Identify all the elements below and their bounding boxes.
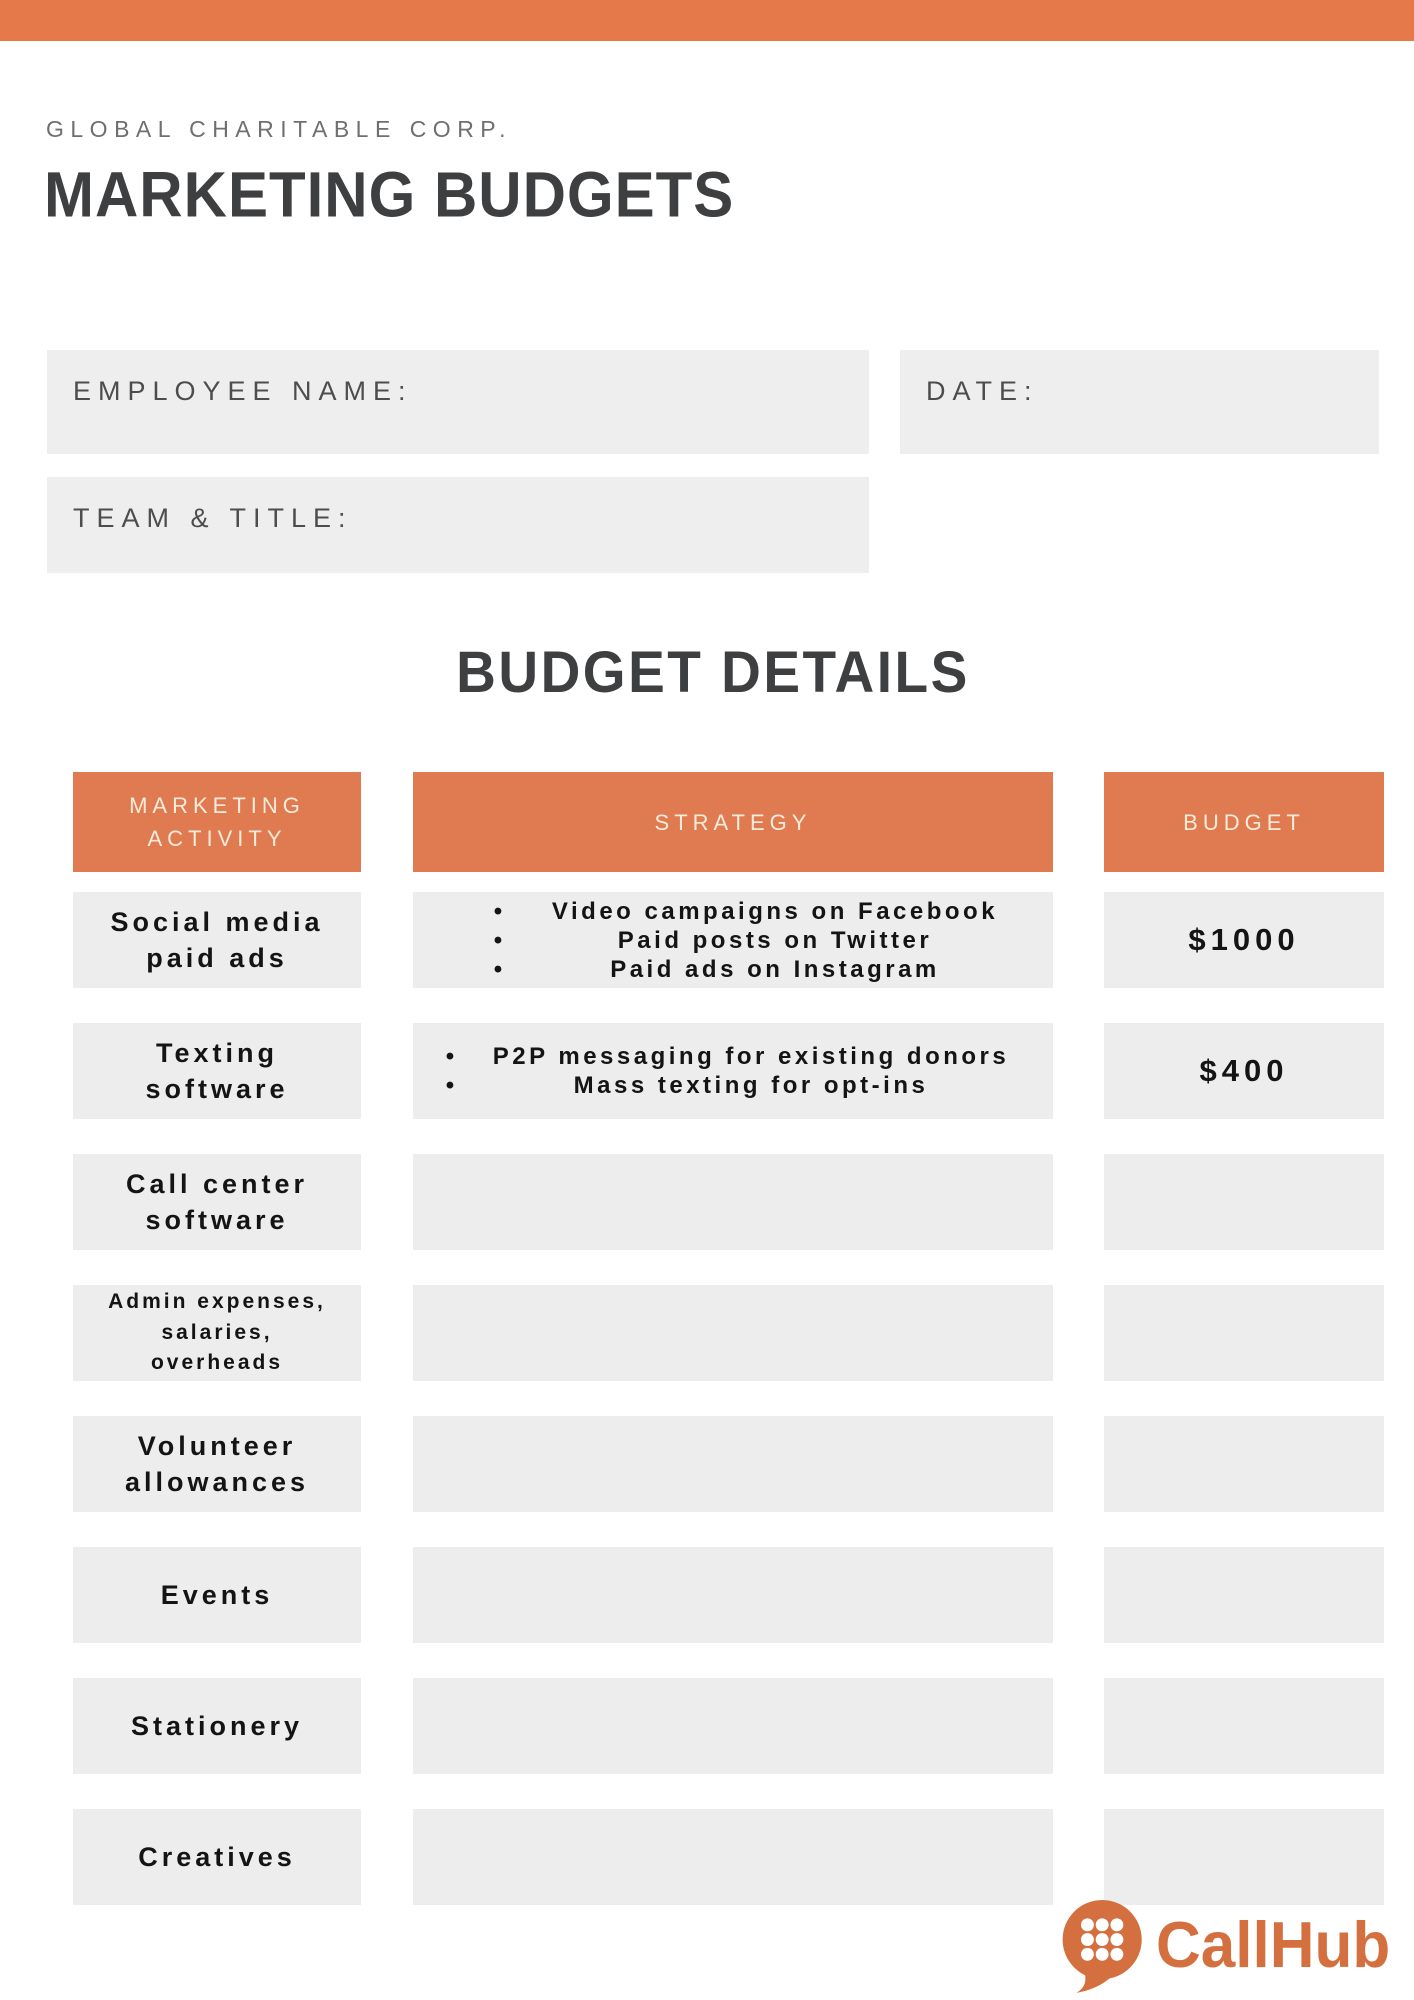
strategy-item-text: Paid posts on Twitter — [617, 926, 933, 954]
company-name: GLOBAL CHARITABLE CORP. — [46, 116, 513, 142]
budget-cell[interactable] — [1104, 1809, 1384, 1905]
bullet-icon: • — [445, 1043, 455, 1070]
activity-cell: Stationery — [73, 1678, 361, 1774]
strategy-cell — [413, 892, 1053, 988]
page-title: MARKETING BUDGETS — [44, 159, 735, 231]
column-header-marketing-activity: MARKETING ACTIVITY — [73, 772, 361, 872]
strategy-item-text: P2P messaging for existing donors — [492, 1043, 1010, 1070]
table-row — [0, 1678, 1414, 1774]
table-row — [0, 1154, 1414, 1250]
logo-text: CallHub — [1156, 1909, 1391, 1982]
section-title: BUDGET DETAILS — [456, 639, 970, 705]
callhub-logo — [1058, 1898, 1390, 1994]
table-row — [0, 1809, 1414, 1905]
activity-cell: Social media paid ads — [73, 892, 361, 988]
activity-cell: Events — [73, 1547, 361, 1643]
budget-cell[interactable] — [1104, 1285, 1384, 1381]
strategy-cell[interactable] — [413, 1285, 1053, 1381]
activity-cell: Admin expenses, salaries, overheads — [73, 1285, 361, 1381]
bullet-icon: • — [493, 926, 503, 954]
strategy-list — [429, 897, 1037, 984]
column-header-budget: BUDGET — [1104, 772, 1384, 872]
top-accent-bar — [0, 0, 1414, 41]
team-title-label: TEAM & TITLE: — [73, 503, 353, 533]
strategy-cell — [413, 1023, 1053, 1119]
strategy-item — [435, 1071, 1037, 1100]
budget-cell[interactable] — [1104, 1154, 1384, 1250]
budget-table-body — [0, 892, 1414, 1905]
table-row — [0, 1547, 1414, 1643]
team-title-field[interactable] — [47, 477, 869, 573]
strategy-item-text: Mass texting for opt-ins — [573, 1072, 929, 1099]
strategy-item-text: Video campaigns on Facebook — [551, 897, 999, 925]
budget-cell: $400 — [1104, 1023, 1384, 1119]
activity-cell: Call center software — [73, 1154, 361, 1250]
strategy-item — [483, 926, 1037, 955]
strategy-item-text: Paid ads on Instagram — [610, 955, 940, 983]
strategy-item — [483, 955, 1037, 984]
strategy-item — [435, 1042, 1037, 1071]
column-header-strategy: STRATEGY — [413, 772, 1053, 872]
strategy-cell[interactable] — [413, 1547, 1053, 1643]
strategy-cell[interactable] — [413, 1678, 1053, 1774]
table-row — [0, 1023, 1414, 1119]
strategy-cell[interactable] — [413, 1416, 1053, 1512]
bullet-icon: • — [445, 1072, 455, 1099]
table-row — [0, 892, 1414, 988]
activity-cell: Volunteer allowances — [73, 1416, 361, 1512]
budget-cell[interactable] — [1104, 1678, 1384, 1774]
table-row — [0, 1285, 1414, 1381]
employee-name-field[interactable] — [47, 350, 869, 454]
strategy-list — [429, 1042, 1037, 1100]
strategy-cell[interactable] — [413, 1809, 1053, 1905]
bullet-icon: • — [493, 897, 503, 925]
date-field[interactable] — [900, 350, 1379, 454]
budget-cell[interactable] — [1104, 1416, 1384, 1512]
date-label: DATE: — [926, 376, 1039, 406]
strategy-cell[interactable] — [413, 1154, 1053, 1250]
bullet-icon: • — [493, 955, 503, 983]
budget-cell: $1000 — [1104, 892, 1384, 988]
employee-name-label: EMPLOYEE NAME: — [73, 376, 413, 406]
dialpad-speech-bubble-icon — [1058, 1898, 1150, 1994]
table-row — [0, 1416, 1414, 1512]
activity-cell: Texting software — [73, 1023, 361, 1119]
activity-cell: Creatives — [73, 1809, 361, 1905]
strategy-item — [483, 897, 1037, 926]
budget-cell[interactable] — [1104, 1547, 1384, 1643]
